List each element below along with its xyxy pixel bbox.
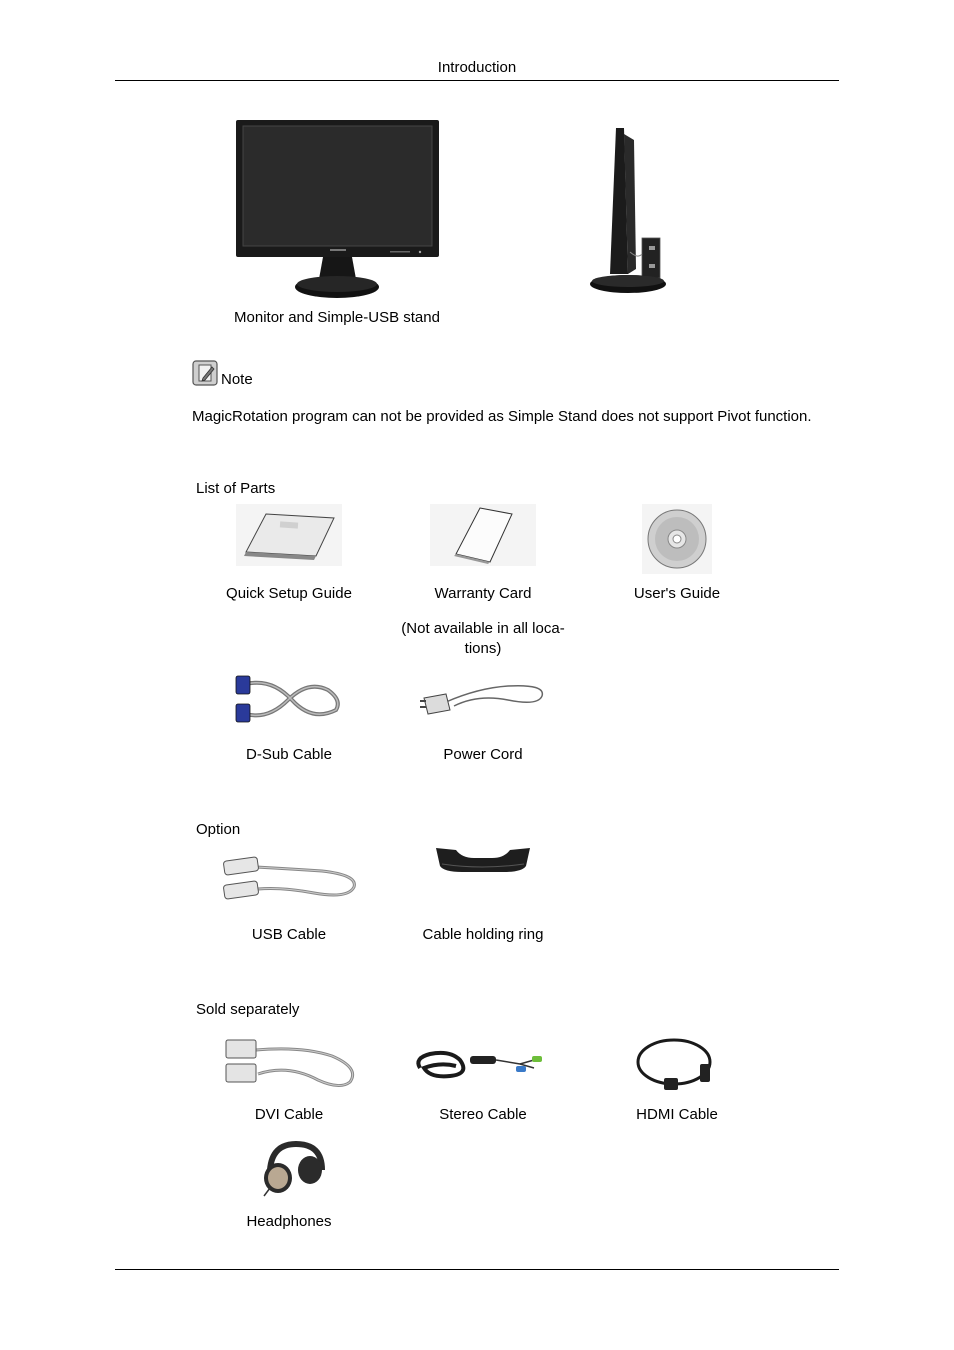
hdmi-cable-icon	[634, 1034, 718, 1096]
usb-cable-icon	[222, 853, 358, 905]
sold-separately-title: Sold separately	[196, 1001, 300, 1018]
note-icon	[192, 360, 218, 386]
monitor-caption: Monitor and Simple-USB stand	[234, 309, 440, 326]
headphones-icon	[260, 1140, 328, 1198]
dvi-cable-label: DVI Cable	[254, 1106, 324, 1123]
option-title: Option	[196, 821, 241, 838]
monitor-front-image	[235, 119, 440, 299]
warranty-card-icon	[430, 504, 536, 566]
warranty-card-sublabel-line1: (Not available in all loca-	[401, 620, 565, 637]
note-text: MagicRotation program can not be provided as Simple Stand does not support Pivot function.	[192, 408, 812, 425]
stereo-cable-icon	[410, 1034, 556, 1084]
warranty-card-sublabel-line2: tions)	[464, 640, 502, 657]
quick-setup-guide-label: Quick Setup Guide	[226, 585, 352, 602]
quick-setup-guide-icon	[236, 504, 342, 566]
hdmi-cable-label: HDMI Cable	[636, 1106, 718, 1123]
users-guide-label: User's Guide	[633, 585, 721, 602]
power-cord-label: Power Cord	[443, 746, 523, 763]
usb-cable-label: USB Cable	[251, 926, 327, 943]
cable-holding-ring-icon	[434, 844, 532, 874]
footer-rule	[115, 1269, 839, 1270]
stereo-cable-label: Stereo Cable	[439, 1106, 527, 1123]
d-sub-cable-label: D-Sub Cable	[246, 746, 332, 763]
monitor-side-image	[588, 124, 670, 296]
note-label: Note	[221, 371, 253, 388]
page-header-title: Introduction	[437, 59, 517, 76]
dvi-cable-icon	[222, 1034, 358, 1092]
users-guide-cd-icon	[642, 504, 712, 574]
d-sub-cable-icon	[232, 672, 344, 728]
power-cord-icon	[418, 680, 548, 722]
headphones-label: Headphones	[246, 1213, 332, 1230]
cable-holding-ring-label: Cable holding ring	[422, 926, 544, 943]
header-rule	[115, 80, 839, 81]
list-of-parts-title: List of Parts	[196, 480, 276, 497]
warranty-card-label: Warranty Card	[434, 585, 532, 602]
